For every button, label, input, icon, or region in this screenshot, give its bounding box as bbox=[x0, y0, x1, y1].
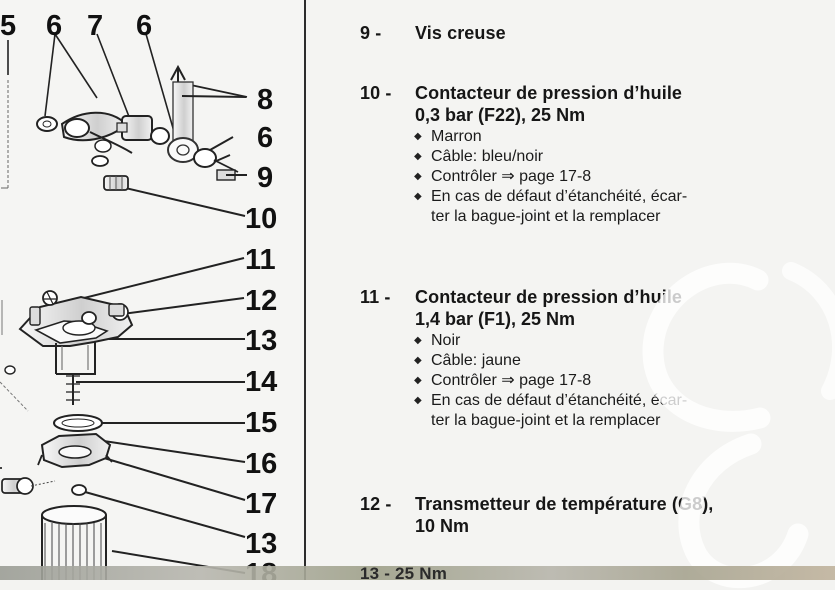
item-10-bullet-3: ◆ Contrôler ⇒ page 17-8 bbox=[431, 167, 820, 187]
item-9-title: Vis creuse bbox=[415, 23, 506, 43]
item-10-title-line-2: 0,3 bar (F22), 25 Nm bbox=[415, 105, 586, 125]
item-11-bullet-2: ◆ Câble: jaune bbox=[431, 351, 820, 371]
item-11-bullet-1: ◆ Noir bbox=[431, 331, 820, 351]
callout-6-top: 6 bbox=[136, 10, 153, 42]
callout-7: 7 bbox=[87, 10, 104, 42]
item-11-bullet-4-line-1: ◆ En cas de défaut d’étanchéité, écar- bbox=[431, 392, 688, 409]
item-10-bullet-4-line-1: ◆ En cas de défaut d’étanchéité, écar- bbox=[431, 188, 688, 205]
item-12-title-line-2: 10 Nm bbox=[415, 516, 470, 536]
item-11-bullet-4-line-2: ter la bague-joint et la remplacer bbox=[431, 412, 661, 429]
item-10-bullet-2: ◆ Câble: bleu/noir bbox=[431, 147, 820, 167]
item-9-number: 9 - bbox=[360, 23, 382, 43]
item-10-number: 10 - bbox=[360, 83, 392, 103]
callout-6-left: 6 bbox=[46, 10, 63, 42]
item-11-bullet-3: ◆ Contrôler ⇒ page 17-8 bbox=[431, 371, 820, 391]
callout-13-top: 13 bbox=[245, 325, 278, 357]
item-10-bullet-4 bbox=[431, 187, 820, 227]
callout-5: 5 bbox=[0, 10, 17, 42]
item-10-bullet-1: ◆ Marron bbox=[431, 127, 820, 147]
item-11-title-line-2: 1,4 bar (F1), 25 Nm bbox=[415, 309, 576, 329]
item-9 bbox=[360, 22, 820, 44]
item-11-bullets bbox=[360, 331, 820, 431]
item-12-number: 12 - bbox=[360, 494, 392, 514]
item-10 bbox=[360, 82, 820, 227]
callout-16: 16 bbox=[245, 448, 278, 480]
parts-description-panel bbox=[320, 0, 825, 583]
callout-10: 10 bbox=[245, 203, 278, 235]
callout-11: 11 bbox=[245, 244, 276, 276]
callout-9: 9 bbox=[257, 162, 274, 194]
callout-6-right: 6 bbox=[257, 122, 274, 154]
callout-8: 8 bbox=[257, 84, 274, 116]
item-11-number: 11 - bbox=[360, 287, 391, 307]
callout-12: 12 bbox=[245, 285, 278, 317]
item-12 bbox=[360, 493, 820, 537]
exploded-diagram-panel bbox=[0, 0, 304, 580]
item-11-title-line-1: Contacteur de pression d’huile bbox=[415, 287, 683, 307]
item-12-title-line-1: Transmetteur de température (G8), bbox=[415, 494, 714, 514]
item-10-bullet-4-line-2: ter la bague-joint et la remplacer bbox=[431, 208, 661, 225]
callout-17: 17 bbox=[245, 488, 278, 520]
callout-15: 15 bbox=[245, 407, 278, 439]
item-10-bullets bbox=[360, 127, 820, 227]
vertical-divider bbox=[304, 0, 306, 580]
item-11 bbox=[360, 286, 820, 431]
callout-13-bottom: 13 bbox=[245, 528, 278, 560]
bottom-partial-item-text: 13 - 25 Nm bbox=[360, 564, 448, 583]
callout-14: 14 bbox=[245, 366, 278, 398]
item-11-bullet-4 bbox=[431, 391, 820, 431]
item-10-title-line-1: Contacteur de pression d’huile bbox=[415, 83, 683, 103]
